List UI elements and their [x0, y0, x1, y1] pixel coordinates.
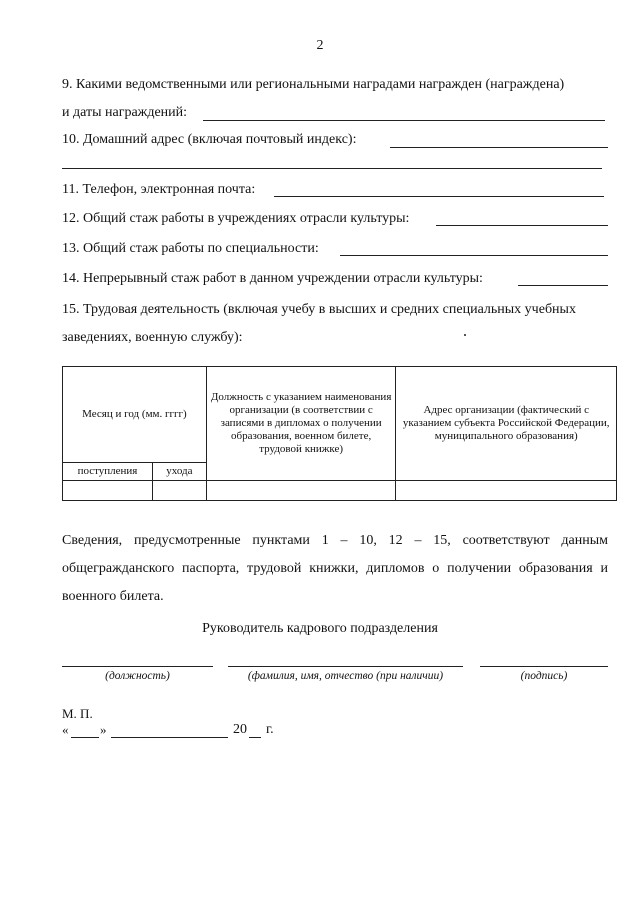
- header-position: Должность с указанием наименования организации (в соответствии с записями в дипломах о получении образования, военном билете, трудовой книжке): [206, 367, 396, 481]
- item-15-text: 15. Трудовая деятельность (включая учебу в высших и средних специальных учебных: [62, 302, 576, 317]
- signature-caption: (подпись): [520, 670, 568, 682]
- item-11-text: 11. Телефон, электронная почта:: [62, 182, 256, 197]
- continuous-experience-field[interactable]: [518, 285, 608, 286]
- specialty-experience-field[interactable]: [340, 255, 608, 256]
- header-month-year: Месяц и год (мм. гггг): [63, 367, 207, 463]
- name-signature-line[interactable]: [228, 666, 463, 667]
- item-9-text: 9. Какими ведомственными или региональными наградами награжден (награждена): [62, 77, 565, 92]
- year-suffix: г.: [266, 722, 274, 737]
- scan-speck: [464, 334, 466, 336]
- position-signature-line[interactable]: [62, 666, 213, 667]
- item-10-text: 10. Домашний адрес (включая почтовый индекс):: [62, 132, 357, 147]
- stamp-place: М. П.: [62, 706, 93, 721]
- table-header-row: [63, 367, 617, 463]
- day-field[interactable]: [71, 737, 99, 738]
- item-9-continuation: и даты награждений:: [62, 105, 188, 120]
- date-open-quote: «: [62, 722, 69, 737]
- position-caption: (должность): [105, 670, 170, 682]
- home-address-field[interactable]: [390, 147, 608, 148]
- home-address-field-line2[interactable]: [62, 168, 602, 169]
- item-12-text: 12. Общий стаж работы в учреждениях отрасли культуры:: [62, 211, 410, 226]
- cell-position[interactable]: [206, 481, 396, 501]
- item-13-text: 13. Общий стаж работы по специальности:: [62, 241, 319, 256]
- cell-address[interactable]: [396, 481, 617, 501]
- subheader-start: поступления: [63, 463, 153, 481]
- hr-head-title: Руководитель кадрового подразделения: [202, 621, 438, 636]
- page-number: 2: [316, 38, 324, 53]
- month-field[interactable]: [111, 737, 228, 738]
- item-15-continuation: заведениях, военную службу):: [62, 330, 243, 345]
- cell-start[interactable]: [63, 481, 153, 501]
- year-prefix: 20: [233, 722, 247, 737]
- certification-text: Сведения, предусмотренные пунктами 1 – 10, 12 – 15, соответствуют данным общегражданского паспорта, трудовой книжки, дипломов о получении образования и военного билета.: [62, 533, 608, 604]
- item-14-text: 14. Непрерывный стаж работ в данном учреждении отрасли культуры:: [62, 271, 483, 286]
- culture-experience-field[interactable]: [436, 225, 608, 226]
- name-caption: (фамилия, имя, отчество (при наличии): [247, 670, 444, 682]
- work-history-table: [62, 366, 617, 501]
- phone-email-field[interactable]: [274, 196, 604, 197]
- table-row: [63, 481, 617, 501]
- awards-field[interactable]: [203, 120, 605, 121]
- header-address: Адрес организации (фактический с указанием субъекта Российской Федерации, муниципального образования): [396, 367, 617, 481]
- cell-end[interactable]: [152, 481, 206, 501]
- date-close-quote: »: [100, 722, 107, 737]
- subheader-end: ухода: [152, 463, 206, 481]
- signature-line[interactable]: [480, 666, 608, 667]
- year-field[interactable]: [249, 737, 261, 738]
